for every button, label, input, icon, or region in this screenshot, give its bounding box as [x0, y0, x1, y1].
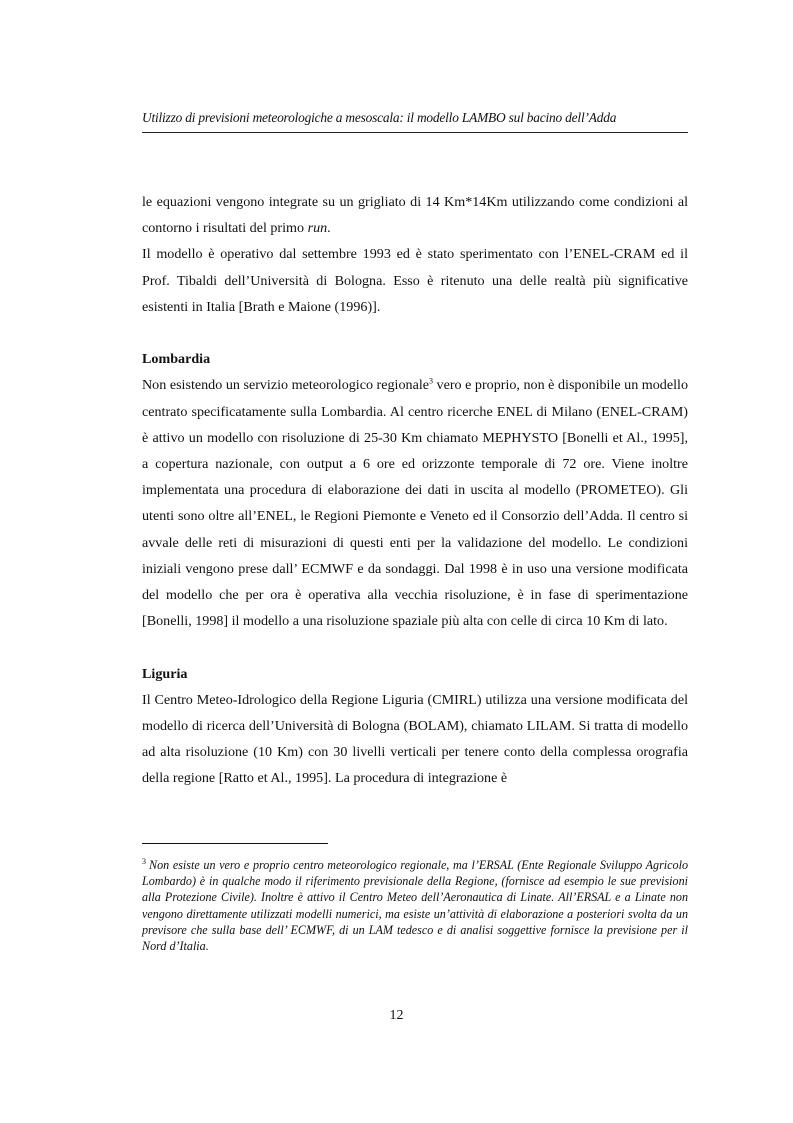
footnote	[142, 857, 688, 954]
header-divider	[142, 132, 688, 133]
intro-text: le equazioni vengono integrate su un grigliato di 14 Km*14Km utilizzando come condizioni al contorno i risultati del primo	[142, 194, 688, 237]
intro-period: .	[327, 220, 331, 237]
footnote-mark: 3	[142, 856, 146, 866]
paragraph-lombardia	[142, 372, 688, 634]
intro-paragraph-1	[142, 189, 688, 241]
footnote-text: Non esiste un vero e proprio centro meteorologico regionale, ma l’ERSAL (Ente Regionale Sviluppo Agricolo Lombardo) è in qualche modo il riferimento previsionale della Regione, (fornisce ad esempio le sue previsioni alla Protezione Civile). Inoltre è attivo il Centro Meteo dell’Aeronautica di Linate. All’ERSAL e a Linate non vengono direttamente utilizzati modelli numerici, ma esiste un’attività di elaborazione a posteriori svolta da un previsore che sulla base dell’ ECMWF, di un LAM tedesco e di analisi soggettive fornisce la previsione per il Nord d’Italia.	[142, 858, 688, 954]
section-liguria	[142, 661, 688, 792]
page-number: 12	[389, 1008, 404, 1023]
intro-paragraph-2: Il modello è operativo dal settembre 1993 ed è stato sperimentato con l’ENEL-CRAM ed il Prof. Tibaldi dell’Università di Bologna. Esso è ritenuto una delle realtà più significative esistenti in Italia [Brath e Maione (1996)].	[142, 246, 688, 315]
heading-lombardia: Lombardia	[142, 351, 211, 368]
heading-liguria: Liguria	[142, 665, 188, 682]
lombardia-text-rest: vero e proprio, non è disponibile un modello centrato specificatamente sulla Lombardia. Al centro ricerche ENEL di Milano (ENEL-CRAM) è attivo un modello con risoluzione di 25-30 Km chiamato MEPHYSTO [Bonelli et Al., 1995], a copertura nazionale, con output a 6 ore ed orizzonte temporale di 72 ore. Viene inoltre implementata una procedura di elaborazione dei dati in uscita al modello (PROMETEO). Gli utenti sono oltre all’ENEL, le Regioni Piemonte e Veneto ed il Consorzio dell’Adda. Il centro si avvale delle reti di misurazioni di questi enti per la validazione del modello. Le condizioni iniziali vengono prese dall’ ECMWF e da sondaggi. Dal 1998 è in uso una versione modificata del modello che per ora è operativa alla vecchia risoluzione, è in fase di sperimentazione [Bonelli, 1998] il modello a una risoluzione spaziale più alta con celle di circa 10 Km di lato.	[142, 377, 688, 630]
running-header: Utilizzo di previsioni meteorologiche a mesoscala: il modello LAMBO sul bacino dell’Adda	[142, 110, 617, 125]
footnote-reference: 3	[429, 376, 433, 386]
main-text	[142, 189, 688, 792]
paragraph-liguria: Il Centro Meteo-Idrologico della Regione Liguria (CMIRL) utilizza una versione modificata del modello di ricerca dell’Università di Bologna (BOLAM), chiamato LILAM. Si tratta di modello ad alta risoluzione (10 Km) con 30 livelli verticali per tenere conto della complessa orografia della regione [Ratto et Al., 1995]. La procedura di integrazione è	[142, 691, 688, 787]
section-lombardia	[142, 346, 688, 634]
run-term: run	[307, 220, 328, 237]
lombardia-text-start: Non esistendo un servizio meteorologico regionale	[142, 377, 429, 394]
footnote-divider	[142, 843, 328, 844]
